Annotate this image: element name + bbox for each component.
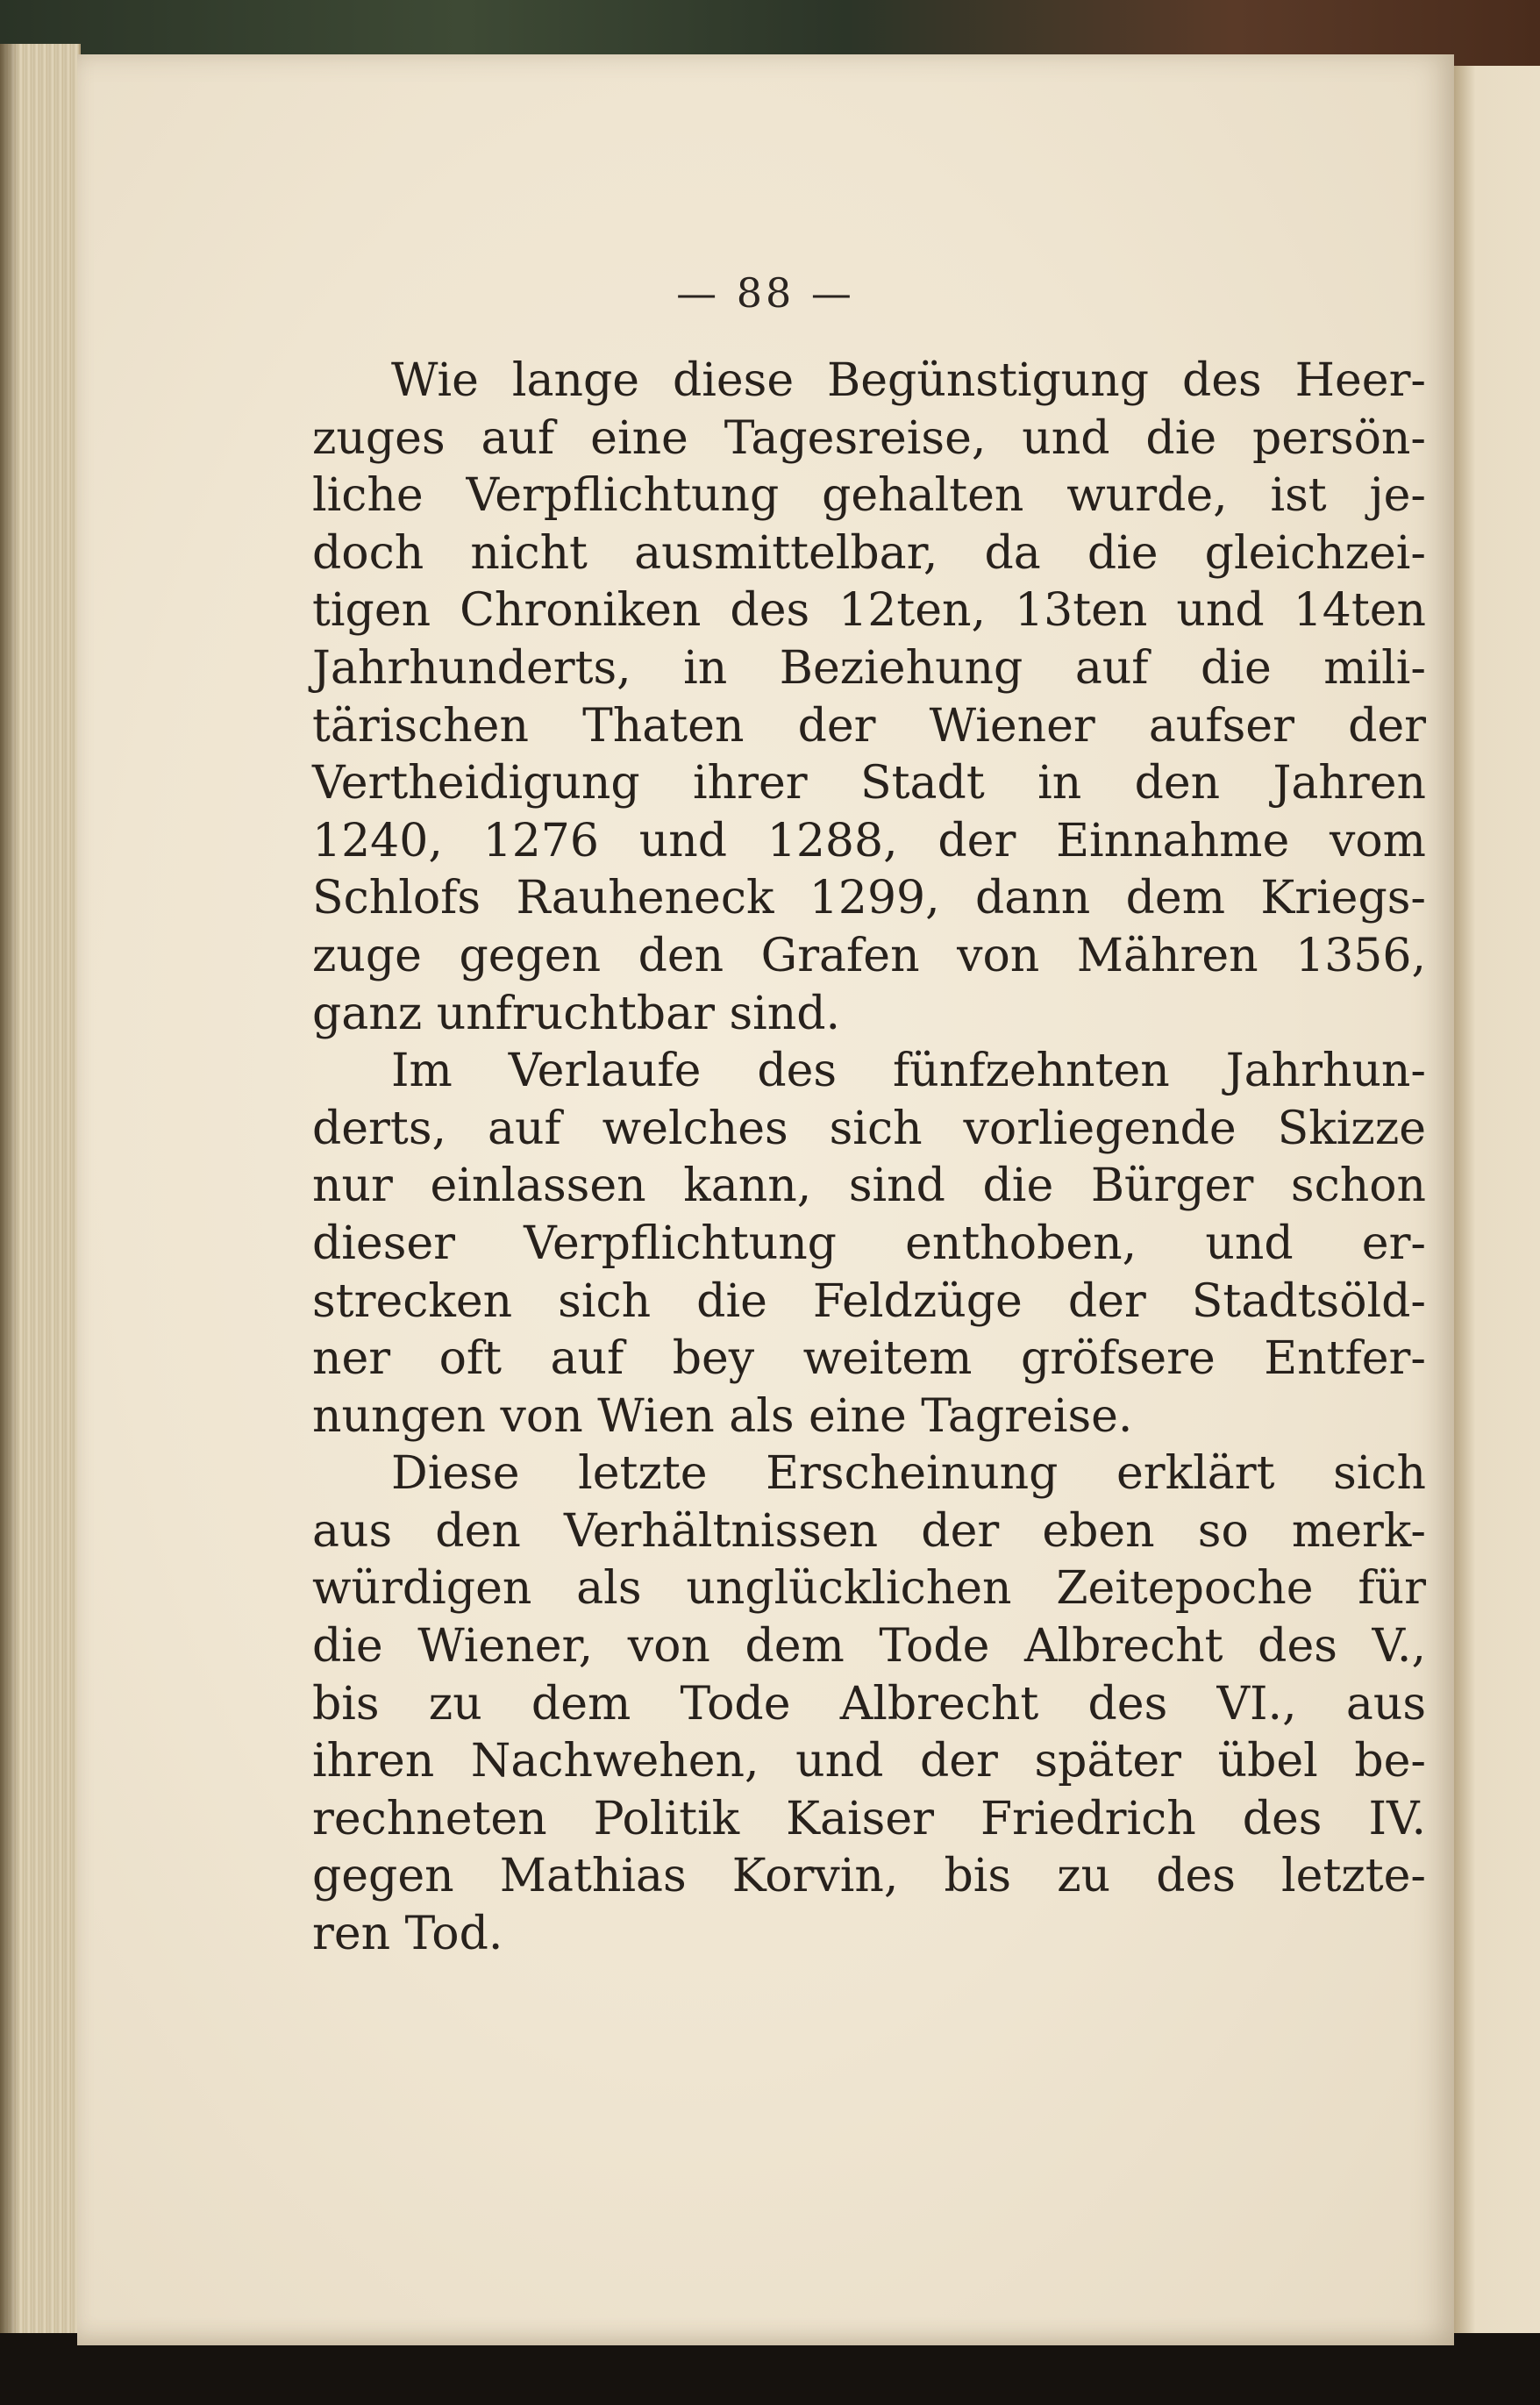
body-text xyxy=(312,353,1426,1964)
book-page-edges xyxy=(0,44,81,2351)
text-line: Im Verlaufe des fünfzehnten Jahrhun- xyxy=(391,1045,1426,1098)
text-line: gegen Mathias Korvin, bis zu des letzte- xyxy=(312,1850,1426,1903)
text-line: tigen Chroniken des 12ten, 13ten und 14ten xyxy=(312,584,1426,638)
text-line: doch nicht ausmittelbar, da die gleichzei- xyxy=(312,526,1426,580)
text-line: liche Verpflichtung gehalten wurde, ist je- xyxy=(312,469,1426,523)
text-line: nungen von Wien als eine Tagreise. xyxy=(312,1389,1133,1443)
text-line: ner oft auf bey weitem gröfsere Entfer- xyxy=(312,1332,1426,1386)
text-line: Schlofs Rauheneck 1299, dann dem Kriegs- xyxy=(312,872,1426,925)
text-line: Jahrhunderts, in Beziehung auf die mili- xyxy=(312,641,1426,695)
text-line: Diese letzte Erscheinung erklärt sich xyxy=(391,1447,1426,1501)
page-edge-shadow xyxy=(0,44,19,2351)
text-line: rechneten Politik Kaiser Friedrich des IV. xyxy=(312,1792,1426,1845)
text-line: Vertheidigung ihrer Stadt in den Jahren xyxy=(312,757,1426,810)
text-line: dieser Verpflichtung enthoben, und er- xyxy=(312,1217,1426,1270)
text-line: strecken sich die Feldzüge der Stadtsöld- xyxy=(312,1274,1426,1328)
text-line: ren Tod. xyxy=(312,1908,503,1961)
text-line: nur einlassen kann, sind die Bürger schon xyxy=(312,1160,1426,1213)
text-line: Wie lange diese Begünstigung des Heer- xyxy=(391,354,1426,407)
text-line: derts, auf welches sich vorliegende Skizze xyxy=(312,1102,1426,1155)
text-line: zuge gegen den Grafen von Mähren 1356, xyxy=(312,929,1426,982)
text-line: tärischen Thaten der Wiener aufser der xyxy=(312,699,1426,753)
text-line: aus den Verhältnissen der eben so merk- xyxy=(312,1504,1426,1558)
text-line: würdigen als unglücklichen Zeitepoche für xyxy=(312,1562,1426,1616)
facing-page xyxy=(1454,66,1540,2346)
text-line: ihren Nachwehen, und der später übel be- xyxy=(312,1735,1426,1788)
book-page xyxy=(77,54,1454,2345)
page-number-header: — 88 — xyxy=(676,269,855,317)
text-line: ganz unfruchtbar sind. xyxy=(312,987,841,1040)
text-line: die Wiener, von dem Tode Albrecht des V., xyxy=(312,1620,1426,1674)
text-line: 1240, 1276 und 1288, der Einnahme vom xyxy=(312,814,1426,867)
text-line: zuges auf eine Tagesreise, und die persön- xyxy=(312,411,1426,465)
text-line: bis zu dem Tode Albrecht des VI., aus xyxy=(312,1677,1426,1731)
